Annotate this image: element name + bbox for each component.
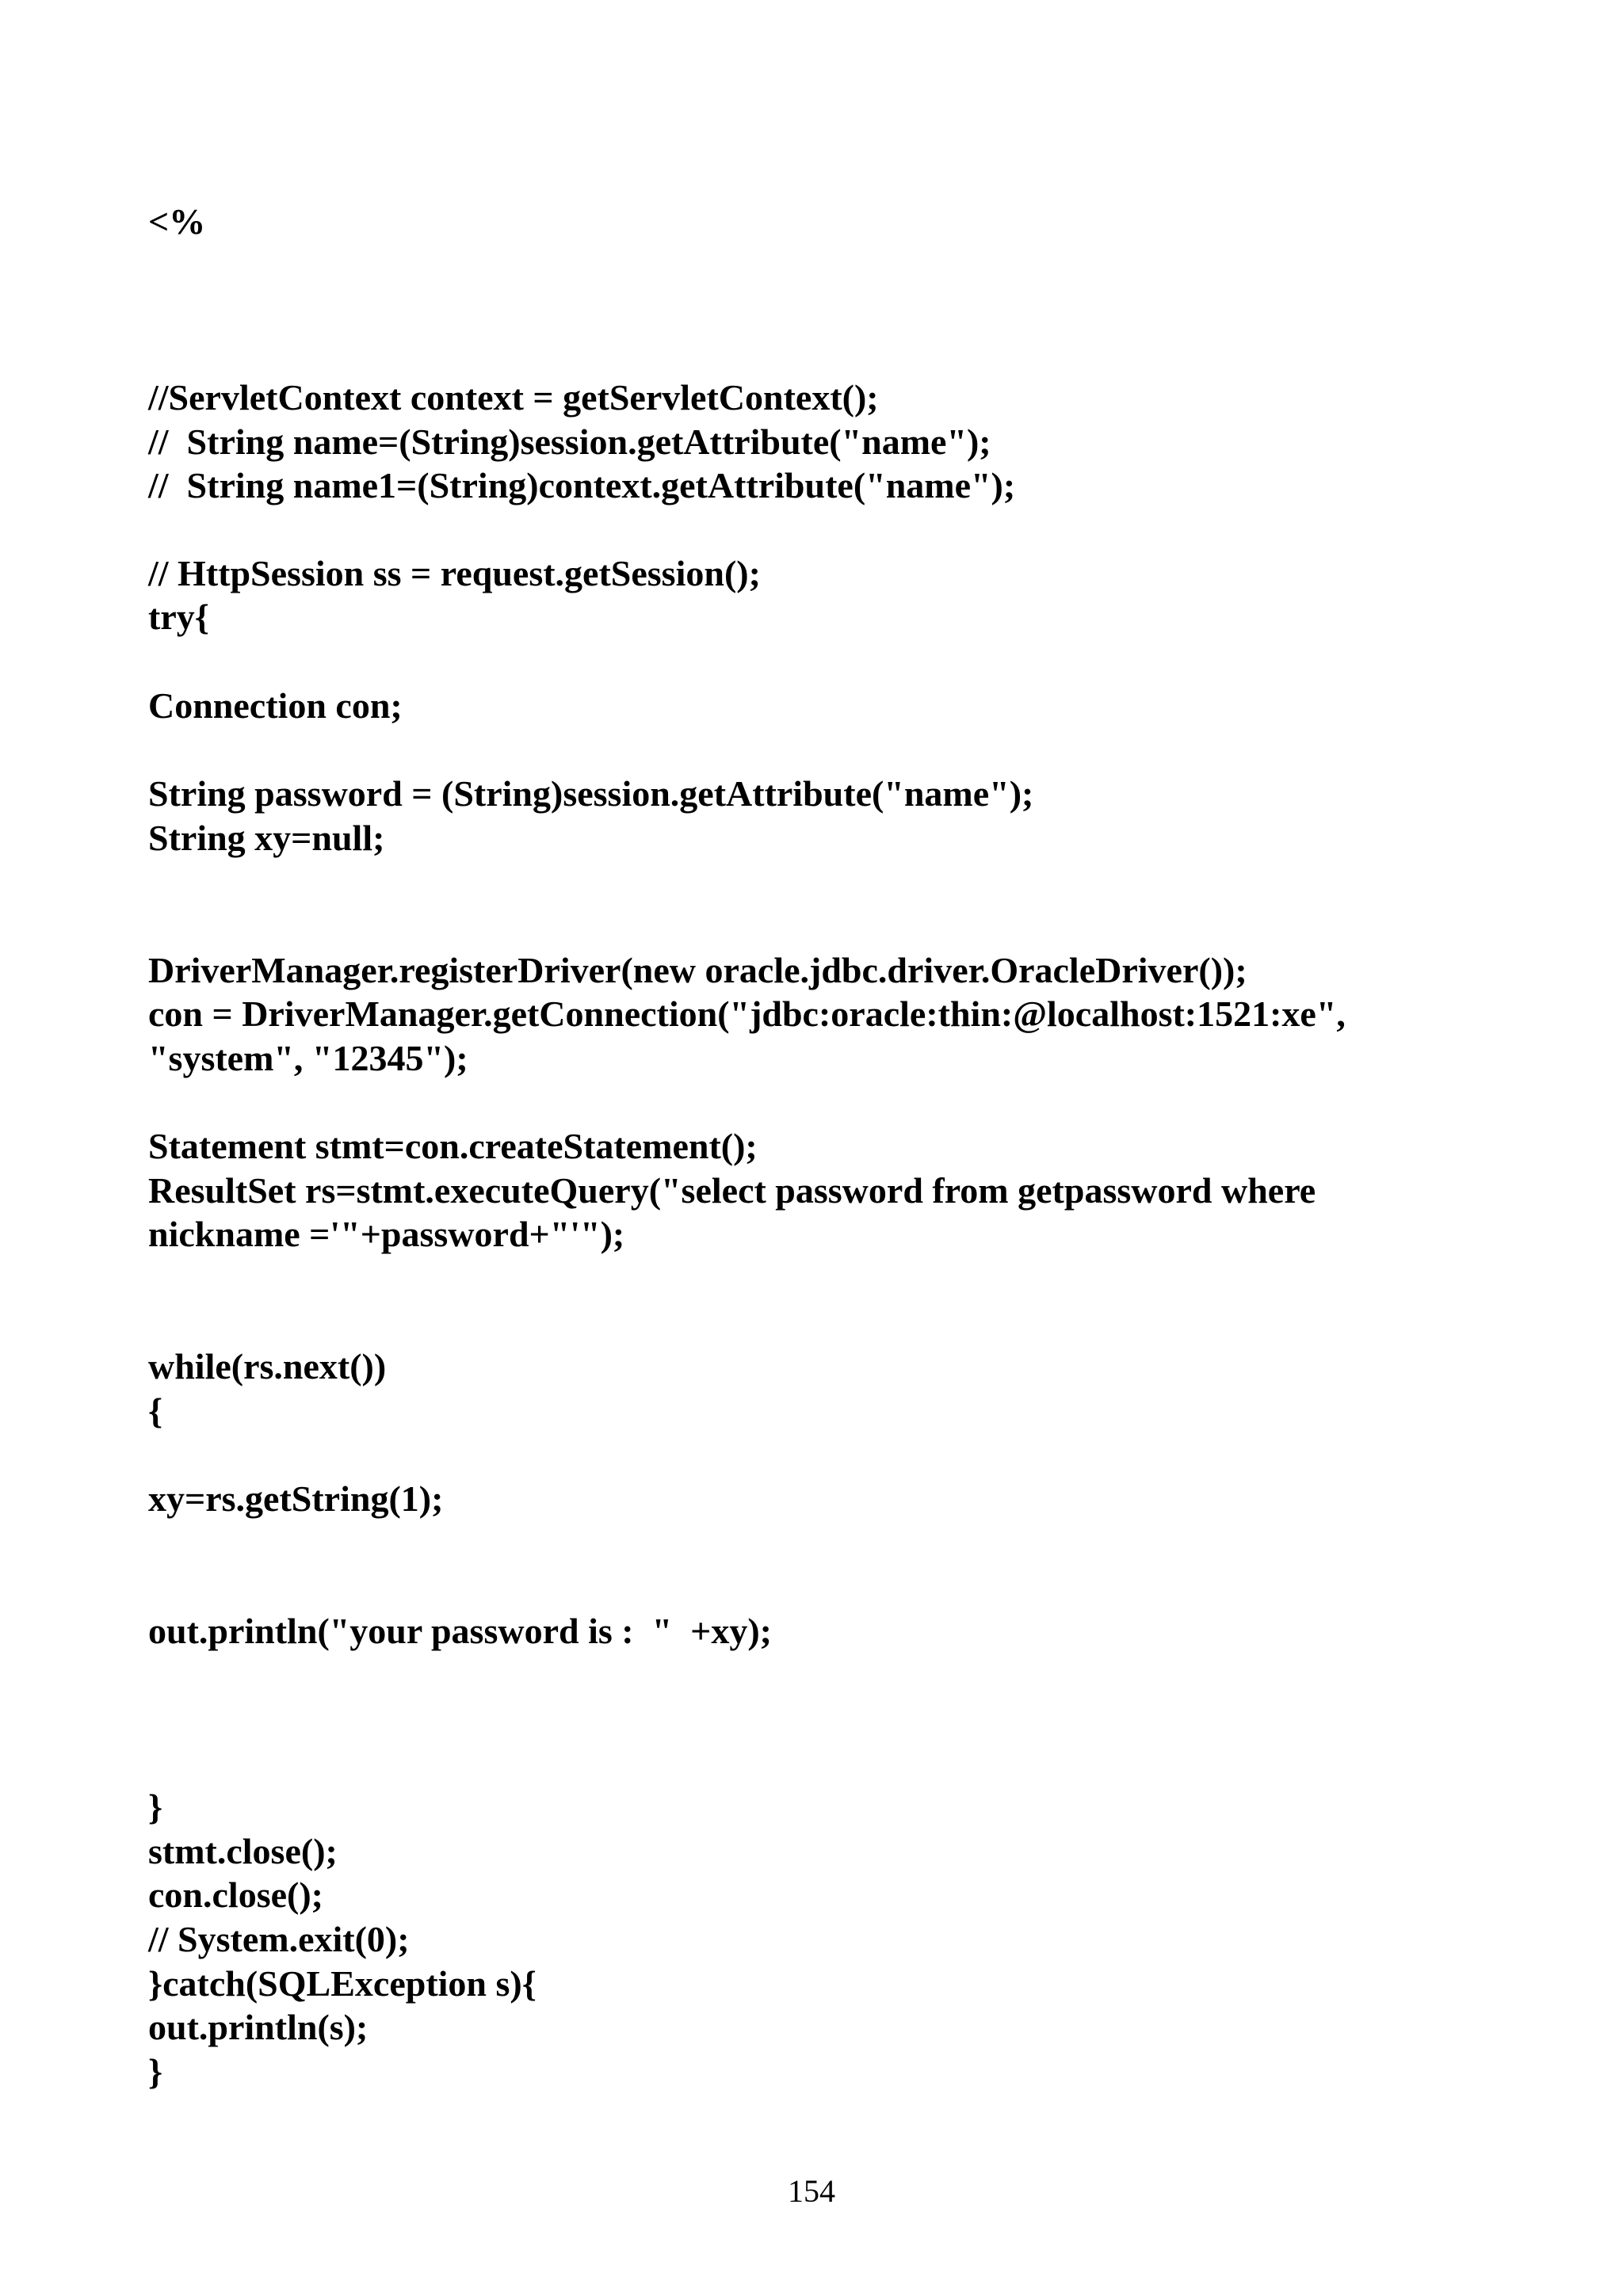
code-line: Connection con;	[148, 685, 403, 726]
code-line: //ServletContext context = getServletContext();	[148, 377, 879, 418]
code-line: String xy=null;	[148, 818, 385, 858]
code-line: }	[148, 2051, 163, 2092]
code-line: {	[148, 1390, 163, 1431]
code-line: <%	[148, 201, 206, 242]
code-line: }	[148, 1787, 163, 1827]
code-line: }catch(SQLException s){	[148, 1963, 537, 2004]
page-number: 154	[788, 2173, 835, 2209]
code-line: xy=rs.getString(1);	[148, 1478, 444, 1519]
code-line: while(rs.next())	[148, 1346, 387, 1386]
code-line: try{	[148, 597, 209, 637]
code-line: // HttpSession ss = request.getSession();	[148, 553, 761, 593]
code-line: con.close();	[148, 1875, 323, 1915]
code-line: // String name=(String)session.getAttribute("name");	[148, 421, 991, 462]
code-line: ResultSet rs=stmt.executeQuery("select password from getpassword where	[148, 1170, 1316, 1211]
code-line: "system", "12345");	[148, 1038, 468, 1078]
code-line: String password = (String)session.getAttribute("name");	[148, 773, 1034, 814]
code-line: // System.exit(0);	[148, 1919, 410, 1959]
code-line: out.println(s);	[148, 2007, 369, 2047]
code-line: Statement stmt=con.createStatement();	[148, 1126, 758, 1166]
code-line: DriverManager.registerDriver(new oracle.jdbc.driver.OracleDriver());	[148, 950, 1247, 990]
code-line: out.println("your password is : " +xy);	[148, 1611, 772, 1651]
code-line: stmt.close();	[148, 1831, 338, 1871]
code-line: nickname ='"+password+"'");	[148, 1214, 625, 1254]
code-line: con = DriverManager.getConnection("jdbc:oracle:thin:@localhost:1521:xe",	[148, 994, 1346, 1034]
code-line: // String name1=(String)context.getAttribute("name");	[148, 465, 1016, 505]
